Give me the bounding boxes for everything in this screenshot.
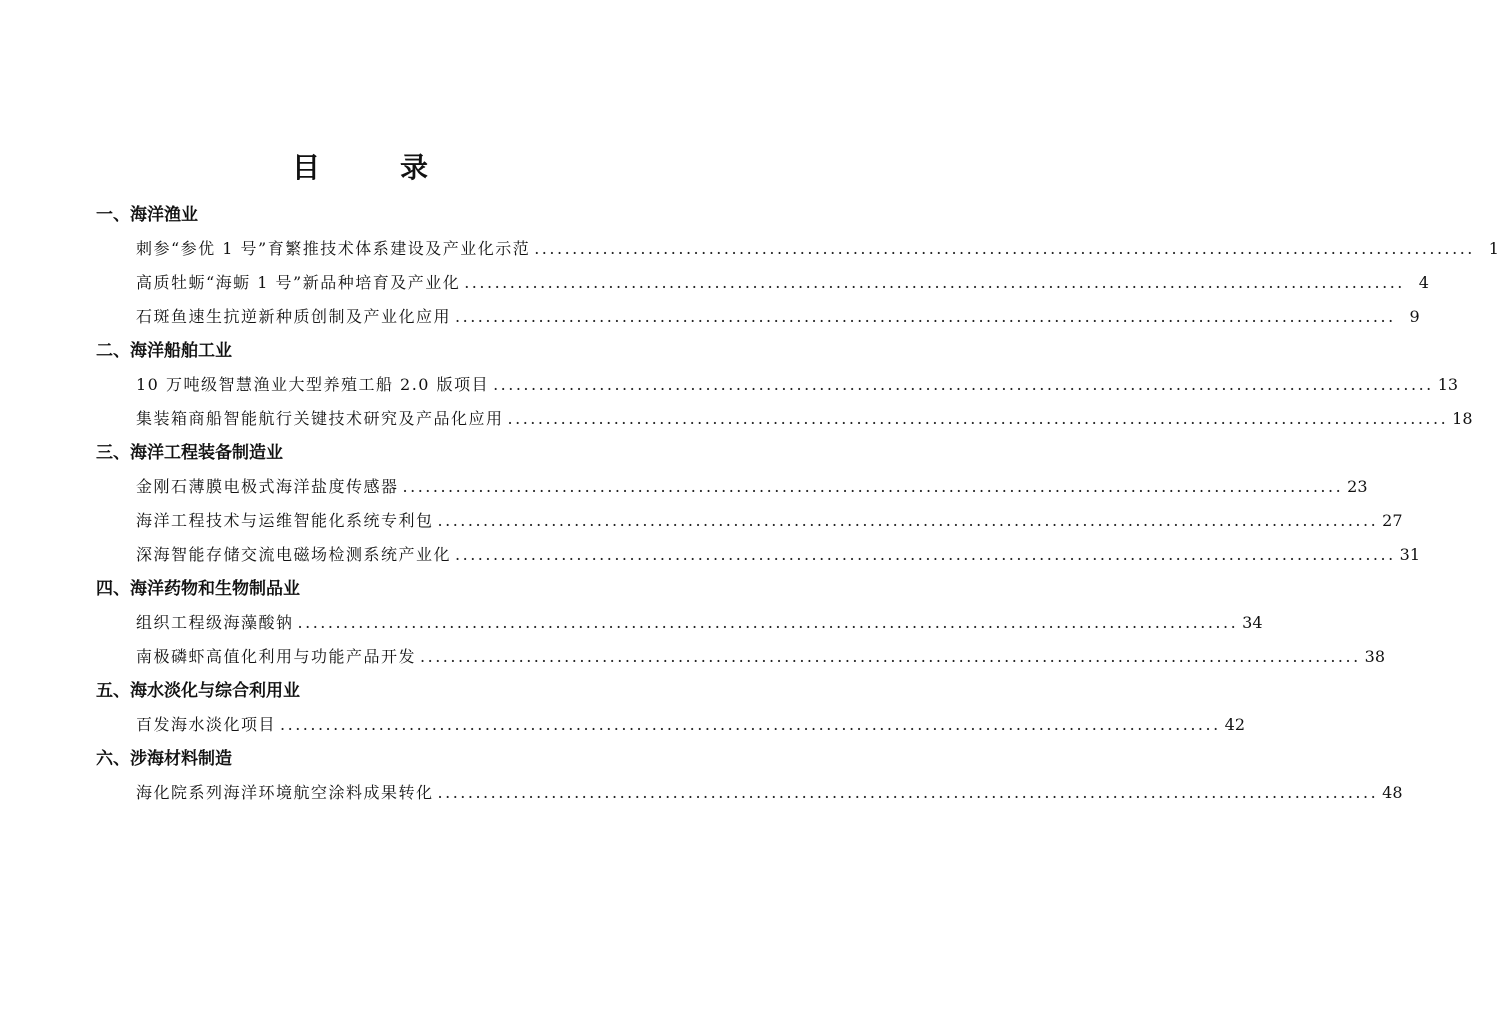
table-of-contents (96, 198, 1499, 810)
toc-entry-title: 南极磷虾高值化利用与功能产品开发 (136, 647, 417, 666)
toc-section-heading: 二、海洋船舶工业 (96, 341, 232, 361)
toc-leader-dots (460, 266, 1409, 300)
toc-page-number: 9 (1409, 307, 1420, 326)
toc-entry-title: 刺参“参优 1 号”育繁推技术体系建设及产业化示范 (136, 239, 531, 258)
toc-page-number: 27 (1382, 511, 1403, 530)
toc-page-number: 18 (1452, 409, 1473, 428)
toc-entry-title: 百发海水淡化项目 (136, 715, 277, 734)
toc-entry[interactable] (96, 640, 1386, 674)
toc-leader-dots (489, 368, 1438, 402)
toc-page-number: 13 (1437, 375, 1459, 394)
toc-entry-title: 集装箱商船智能航行关键技术研究及产品化应用 (136, 409, 504, 428)
toc-page-number: 4 (1418, 273, 1429, 292)
toc-entry[interactable] (96, 402, 1473, 436)
toc-leader-dots (530, 232, 1479, 266)
toc-section-heading: 四、海洋药物和生物制品业 (96, 579, 300, 599)
toc-leader-dots (434, 504, 1383, 538)
toc-leader-dots (434, 776, 1383, 810)
toc-entry-title: 组织工程级海藻酸钠 (136, 613, 294, 632)
toc-entry[interactable] (96, 504, 1403, 538)
toc-leader-dots (451, 538, 1400, 572)
toc-entry[interactable] (96, 300, 1420, 334)
toc-page-number: 34 (1242, 613, 1263, 632)
toc-leader-dots (504, 402, 1453, 436)
toc-entry[interactable] (96, 538, 1421, 572)
toc-entry-title: 高质牡蛎“海蛎 1 号”新品种培育及产业化 (136, 273, 461, 292)
toc-leader-dots (399, 470, 1348, 504)
toc-entry-title: 石斑鱼速生抗逆新种质创制及产业化应用 (136, 307, 452, 326)
toc-entry[interactable] (96, 470, 1368, 504)
toc-leader-dots (451, 300, 1400, 334)
toc-section-heading: 六、涉海材料制造 (96, 749, 232, 769)
toc-entry[interactable] (96, 266, 1429, 300)
toc-entry-title: 海化院系列海洋环境航空涂料成果转化 (136, 783, 434, 802)
toc-entry[interactable] (96, 606, 1263, 640)
toc-page-number: 31 (1399, 545, 1421, 564)
toc-entry[interactable] (96, 368, 1459, 402)
toc-page-number: 23 (1347, 477, 1368, 496)
toc-leader-dots (416, 640, 1365, 674)
toc-page-number: 42 (1224, 715, 1246, 734)
toc-entry[interactable] (96, 708, 1246, 742)
toc-page-number: 1 (1488, 239, 1499, 258)
toc-page-number: 48 (1382, 783, 1403, 802)
toc-section-heading: 五、海水淡化与综合利用业 (96, 681, 300, 701)
toc-entry-title: 金刚石薄膜电极式海洋盐度传感器 (136, 477, 399, 496)
page-title: 目 录 (291, 151, 454, 184)
toc-leader-dots (276, 708, 1225, 742)
toc-entry[interactable] (96, 776, 1403, 810)
toc-page-number: 38 (1364, 647, 1386, 666)
toc-section-heading: 三、海洋工程装备制造业 (96, 443, 283, 463)
toc-entry-title: 海洋工程技术与运维智能化系统专利包 (136, 511, 434, 530)
toc-section-heading: 一、海洋渔业 (96, 205, 198, 225)
toc-leader-dots (294, 606, 1243, 640)
toc-entry-title: 深海智能存储交流电磁场检测系统产业化 (136, 545, 452, 564)
toc-entry-title: 10 万吨级智慧渔业大型养殖工船 2.0 版项目 (136, 375, 490, 394)
toc-entry[interactable] (96, 232, 1499, 266)
